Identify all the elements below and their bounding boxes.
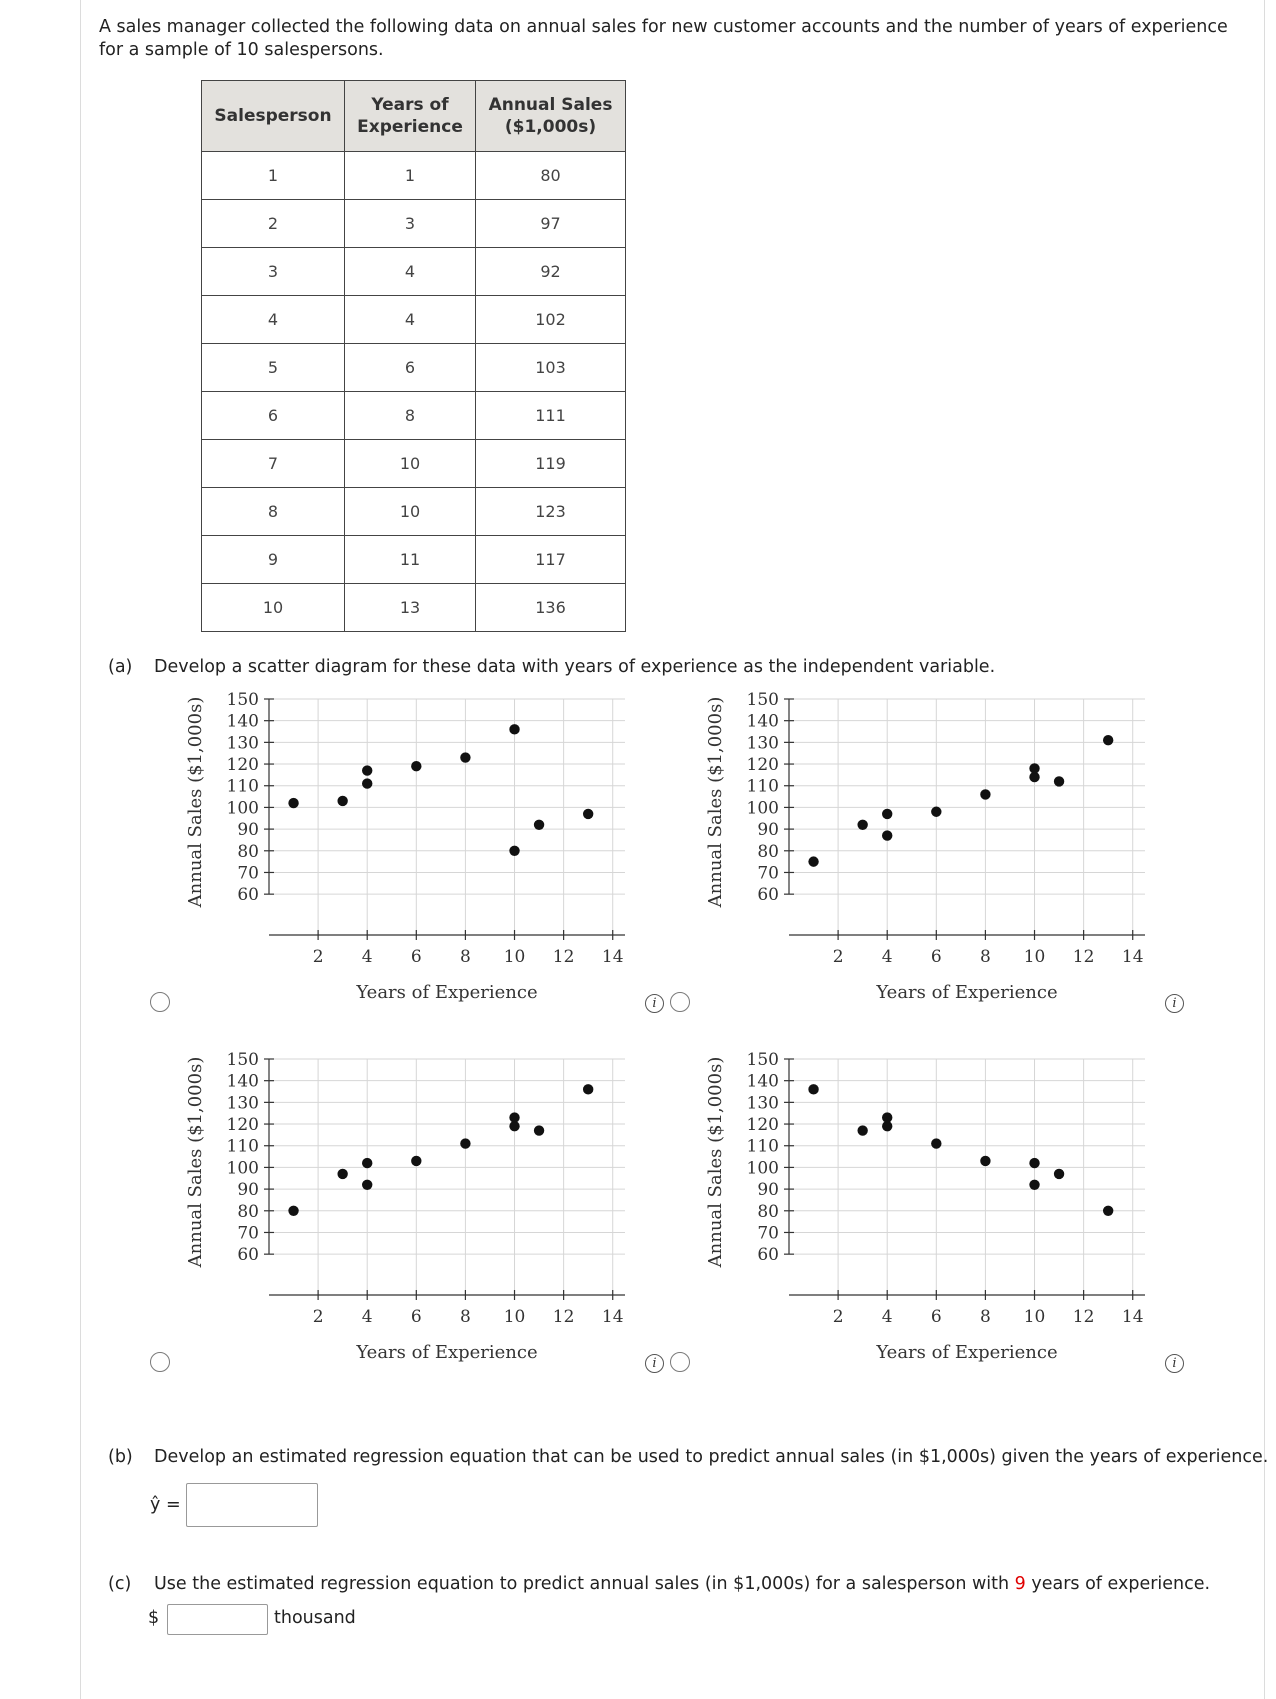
currency-symbol: $ [148,1608,160,1628]
x-axis-title: Years of Experience [356,982,538,1003]
sales-cell: 80 [476,152,626,200]
y-tick-label: 90 [757,820,779,841]
data-point [337,796,347,806]
x-axis-title: Years of Experience [876,1342,1058,1363]
table-row [202,344,626,392]
data-point [1103,735,1113,745]
data-point [362,778,372,788]
option-4-radio[interactable] [670,1352,690,1372]
table-row [202,248,626,296]
y-tick-label: 90 [237,1180,259,1201]
header-years: Years of Experience [345,81,476,152]
sales-cell: 117 [476,536,626,584]
years-cell: 4 [345,296,476,344]
data-point [1054,776,1064,786]
salesperson-cell: 4 [202,296,345,344]
years-cell: 8 [345,392,476,440]
x-tick-label: 4 [361,1307,373,1327]
header-salesperson: Salesperson [202,81,345,152]
equals-sign: = [165,1495,181,1515]
table-row [202,584,626,632]
data-point [931,1138,941,1148]
header-sales: Annual Sales ($1,000s) [476,81,626,152]
yhat-label [150,1494,181,1517]
y-tick-label: 110 [226,776,259,797]
y-tick-label: 70 [757,1223,779,1244]
years-cell: 10 [345,440,476,488]
x-tick-label: 8 [979,1307,991,1327]
y-axis-title: Annual Sales ($1,000s) [185,696,206,908]
x-tick-label: 2 [832,1307,844,1327]
scatter-option-3 [170,1043,650,1363]
data-point [857,820,867,830]
data-point [583,809,593,819]
y-tick-label: 60 [237,885,259,906]
x-tick-label: 14 [601,947,624,967]
x-axis-title: Years of Experience [356,1342,538,1363]
table-row [202,200,626,248]
y-tick-label: 150 [226,690,259,710]
salesperson-cell: 1 [202,152,345,200]
x-tick-label: 12 [552,1307,575,1327]
data-point [857,1125,867,1135]
y-tick-label: 100 [226,798,259,819]
years-cell: 1 [345,152,476,200]
y-tick-label: 100 [746,1158,779,1179]
sales-cell: 123 [476,488,626,536]
table-row [202,392,626,440]
data-point [411,1156,421,1166]
data-point [288,1206,298,1216]
data-point [882,830,892,840]
option-4-info-icon[interactable]: i [1165,1354,1184,1373]
y-tick-label: 100 [226,1158,259,1179]
option-1-radio[interactable] [150,992,170,1012]
part-c-text-after: years of experience. [1025,1574,1211,1594]
table-row [202,536,626,584]
data-point [980,789,990,799]
x-tick-label: 2 [832,947,844,967]
data-point [362,1180,372,1190]
sales-cell: 92 [476,248,626,296]
regression-equation-input[interactable] [186,1483,318,1527]
data-point [509,1112,519,1122]
y-tick-label: 150 [746,690,779,710]
x-tick-label: 10 [503,1307,526,1327]
predicted-sales-input[interactable] [167,1604,268,1635]
y-tick-label: 130 [226,1093,259,1114]
data-point [882,809,892,819]
x-tick-label: 14 [601,1307,624,1327]
y-axis-title: Annual Sales ($1,000s) [185,1056,206,1268]
part-c-question [108,1573,1210,1596]
salesperson-cell: 2 [202,200,345,248]
sales-cell: 103 [476,344,626,392]
y-tick-label: 120 [746,755,779,776]
x-tick-label: 6 [410,1307,422,1327]
y-tick-label: 150 [226,1050,259,1070]
y-tick-label: 120 [746,1115,779,1136]
data-point [362,765,372,775]
x-tick-label: 4 [881,947,893,967]
option-1-info-icon[interactable]: i [645,994,664,1013]
yhat-symbol: ŷ [150,1495,161,1515]
y-tick-label: 80 [237,841,259,862]
data-point [882,1112,892,1122]
y-tick-label: 150 [746,1050,779,1070]
years-cell: 11 [345,536,476,584]
table-row [202,296,626,344]
data-point [1029,1158,1039,1168]
x-tick-label: 12 [1072,947,1095,967]
y-tick-label: 140 [746,1071,779,1092]
y-axis-title: Annual Sales ($1,000s) [705,696,726,908]
years-cell: 13 [345,584,476,632]
data-point [460,1138,470,1148]
y-tick-label: 140 [226,1071,259,1092]
data-point [808,1084,818,1094]
data-point [931,807,941,817]
data-point [337,1169,347,1179]
years-cell: 6 [345,344,476,392]
y-tick-label: 90 [237,820,259,841]
option-2-info-icon[interactable]: i [1165,994,1184,1013]
x-tick-label: 12 [1072,1307,1095,1327]
x-tick-label: 12 [552,947,575,967]
table-row [202,440,626,488]
data-point [1029,1180,1039,1190]
data-table [201,80,626,632]
salesperson-cell: 5 [202,344,345,392]
x-tick-label: 8 [459,947,471,967]
data-point [288,798,298,808]
table-header-row [202,81,626,152]
salesperson-cell: 8 [202,488,345,536]
x-tick-label: 6 [410,947,422,967]
x-tick-label: 10 [1023,947,1046,967]
x-tick-label: 10 [1023,1307,1046,1327]
y-tick-label: 110 [746,776,779,797]
x-tick-label: 4 [881,1307,893,1327]
y-tick-label: 130 [226,733,259,754]
y-tick-label: 80 [757,1201,779,1222]
y-tick-label: 70 [237,863,259,884]
part-a-label: (a) [108,657,133,677]
x-tick-label: 6 [930,1307,942,1327]
y-tick-label: 110 [746,1136,779,1157]
part-b-label: (b) [108,1447,133,1467]
data-point [362,1158,372,1168]
table-row [202,488,626,536]
data-point [1103,1206,1113,1216]
problem-intro: A sales manager collected the following data on annual sales for new customer accounts and the number of years of experience for a sample of 10 salespersons. [99,17,1228,60]
data-point [534,1125,544,1135]
y-tick-label: 70 [757,863,779,884]
years-cell: 3 [345,200,476,248]
part-b-text: Develop an estimated regression equation that can be used to predict annual sales (in $1,000s) given the years of experience. [154,1447,1269,1467]
y-tick-label: 140 [746,711,779,732]
x-tick-label: 2 [312,947,324,967]
y-tick-label: 60 [757,885,779,906]
y-tick-label: 120 [226,755,259,776]
x-tick-label: 4 [361,947,373,967]
y-tick-label: 70 [237,1223,259,1244]
option-3-radio[interactable] [150,1352,170,1372]
part-a-text: Develop a scatter diagram for these data with years of experience as the independent variable. [154,657,996,677]
y-tick-label: 60 [757,1245,779,1266]
y-tick-label: 60 [237,1245,259,1266]
y-tick-label: 140 [226,711,259,732]
data-point [411,761,421,771]
y-tick-label: 120 [226,1115,259,1136]
data-point [534,820,544,830]
scatter-option-4 [690,1043,1170,1363]
salesperson-cell: 6 [202,392,345,440]
option-3-info-icon[interactable]: i [645,1354,664,1373]
x-tick-label: 8 [459,1307,471,1327]
y-axis-title: Annual Sales ($1,000s) [705,1056,726,1268]
highlight-years: 9 [1014,1574,1026,1594]
y-tick-label: 90 [757,1180,779,1201]
years-cell: 10 [345,488,476,536]
data-point [509,846,519,856]
data-point [1029,763,1039,773]
sales-cell: 119 [476,440,626,488]
table-row [202,152,626,200]
y-tick-label: 80 [237,1201,259,1222]
years-cell: 4 [345,248,476,296]
salesperson-cell: 10 [202,584,345,632]
data-point [460,752,470,762]
x-tick-label: 14 [1121,1307,1144,1327]
part-c-text-before: Use the estimated regression equation to predict annual sales (in $1,000s) for a salesperson with [154,1574,1015,1594]
y-tick-label: 100 [746,798,779,819]
scatter-option-1 [170,683,650,1003]
part-b-question [108,1446,1268,1469]
scatter-option-2 [690,683,1170,1003]
part-a-question [108,656,995,679]
x-tick-label: 8 [979,947,991,967]
part-c-label: (c) [108,1574,132,1594]
thousand-unit: thousand [274,1608,356,1628]
data-point [808,856,818,866]
x-tick-label: 10 [503,947,526,967]
sales-cell: 97 [476,200,626,248]
option-2-radio[interactable] [670,992,690,1012]
y-tick-label: 80 [757,841,779,862]
table-body [202,152,626,632]
x-axis-title: Years of Experience [876,982,1058,1003]
y-tick-label: 130 [746,733,779,754]
sales-cell: 102 [476,296,626,344]
x-tick-label: 2 [312,1307,324,1327]
data-point [509,724,519,734]
x-tick-label: 6 [930,947,942,967]
data-point [980,1156,990,1166]
sales-cell: 136 [476,584,626,632]
x-tick-label: 14 [1121,947,1144,967]
y-tick-label: 130 [746,1093,779,1114]
salesperson-cell: 3 [202,248,345,296]
salesperson-cell: 9 [202,536,345,584]
data-point [583,1084,593,1094]
salesperson-cell: 7 [202,440,345,488]
sales-cell: 111 [476,392,626,440]
data-point [1054,1169,1064,1179]
y-tick-label: 110 [226,1136,259,1157]
